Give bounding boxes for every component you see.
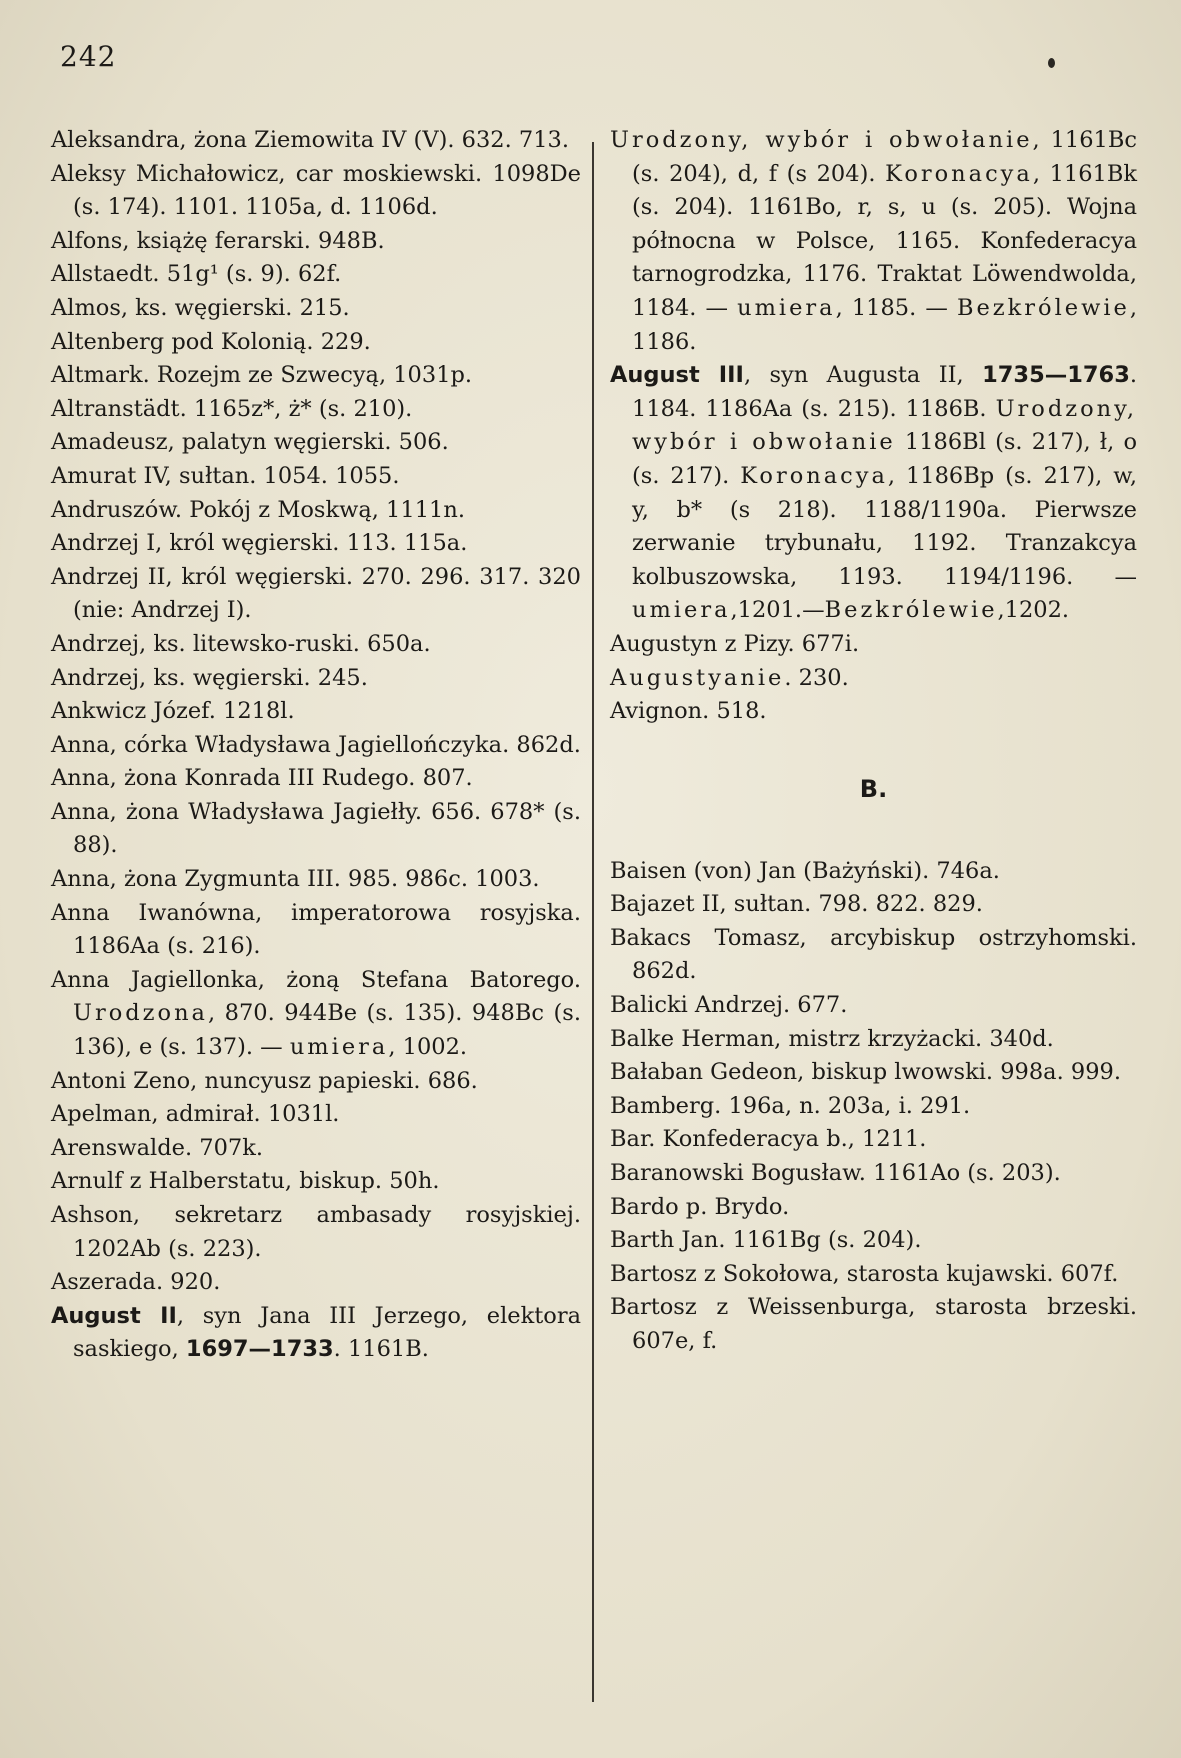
- index-entry: Amadeusz, palatyn węgierski. 506.: [51, 429, 449, 456]
- index-entry: Bajazet II, sułtan. 798. 822. 829.: [610, 891, 983, 918]
- index-entry: Baranowski Bogusław. 1161Ao (s. 203).: [610, 1160, 1061, 1187]
- entry-text: , 1161Bk (s. 204). 1161Bo, r, s, u (s. 205). Wojna północna w Polsce, 1165. Konfederacya tarnogrodzka, 1176. Traktat Löwendwolda, 1184. —: [632, 160, 1138, 321]
- index-entry: [51, 1300, 581, 1367]
- index-entry: Alfons, książę ferarski. 948B.: [51, 227, 385, 254]
- spaced-term: Koronacya: [885, 160, 1033, 187]
- index-entry: Altranstädt. 1165z*, ż* (s. 210).: [51, 395, 413, 422]
- index-entry: Arenswalde. 707k.: [51, 1134, 263, 1161]
- section-heading-b: B.: [859, 774, 888, 803]
- spaced-term: Bezkrólewie: [956, 294, 1130, 321]
- ink-mark: [1048, 58, 1055, 68]
- index-entry: [610, 124, 1137, 359]
- spaced-term: Koronacya: [740, 462, 888, 489]
- index-entry: Bar. Konfederacya b., 1211.: [610, 1126, 927, 1153]
- index-entry: Ashson, sekretarz ambasady rosyjskiej. 1202Ab (s. 223).: [51, 1202, 581, 1262]
- index-entry: Andrzej I, król węgierski. 113. 115a.: [51, 530, 468, 557]
- index-entry: Barth Jan. 1161Bg (s. 204).: [610, 1227, 922, 1254]
- index-entry: Anna, żona Konrada III Rudego. 807.: [51, 765, 473, 792]
- index-entry: Anna, żona Zygmunta III. 985. 986c. 1003.: [51, 866, 540, 893]
- index-entry: Apelman, admirał. 1031l.: [51, 1101, 340, 1128]
- entry-text: , syn Augusta II,: [743, 362, 964, 389]
- index-entry: Bartosz z Weissenburga, starosta brzeski. 607e, f.: [610, 1294, 1137, 1354]
- spaced-term: umiera: [632, 597, 731, 624]
- entry-text: , 1186Bp (s. 217), w, y, b* (s 218). 1188/1190a. Pierwsze zerwanie trybunału, 1192. Tranzakcya kolbuszowska, 1193. 1194/1196. —: [632, 462, 1137, 590]
- index-entry: Aleksy Michałowicz, car moskiewski. 1098De (s. 174). 1101. 1105a, d. 1106d.: [51, 160, 581, 221]
- spaced-term: Augustyanie: [610, 664, 785, 691]
- spaced-term: Urodzony, wybór i obwołanie: [610, 127, 1033, 153]
- entry-text: , 1186.: [632, 294, 1138, 355]
- index-entry: Bartosz z Sokołowa, starosta kujawski. 607f.: [610, 1260, 1119, 1287]
- entry-text: , 870. 944Be (s. 135). 948Bc (s. 136), e (s. 137). —: [73, 1000, 581, 1061]
- entry-text: . 1184. 1186Aa (s. 215). 1186B.: [632, 362, 1138, 422]
- spaced-term: umiera: [289, 1034, 389, 1061]
- index-entry: Balke Herman, mistrz krzyżacki. 340d.: [610, 1025, 1054, 1052]
- index-entry: Antoni Zeno, nuncyusz papieski. 686.: [51, 1067, 478, 1094]
- index-entry: [51, 964, 581, 1065]
- spaced-term: umiera: [737, 294, 836, 321]
- index-entry: Bamberg. 196a, n. 203a, i. 291.: [610, 1092, 971, 1119]
- index-entry: Ankwicz Józef. 1218l.: [51, 698, 295, 725]
- index-entry: Aleksandra, żona Ziemowita IV (V). 632. 713.: [51, 127, 570, 153]
- index-column-right: [610, 124, 1137, 1359]
- spaced-term: Urodzony, wybór i obwołanie: [632, 395, 1137, 456]
- index-entry: Bałaban Gedeon, biskup lwowski. 998a. 999.: [610, 1059, 1121, 1086]
- index-entry: Anna, córka Władysława Jagiellończyka. 862d.: [51, 731, 581, 758]
- entry-text: Anna Jagiellonka, żoną Stefana Batorego.: [51, 966, 581, 993]
- index-entry: Arnulf z Halberstatu, biskup. 50h.: [51, 1168, 440, 1195]
- index-entry: Allstaedt. 51g¹ (s. 9). 62f.: [51, 261, 342, 288]
- index-entry: Aszerada. 920.: [51, 1269, 221, 1296]
- entry-text: . 1161B.: [333, 1336, 429, 1363]
- column-divider: [592, 142, 594, 1702]
- index-entry: Anna Iwanówna, imperatorowa rosyjska. 1186Aa (s. 216).: [51, 899, 581, 960]
- entry-text: 1186Bl (s. 217), ł, o (s. 217).: [632, 429, 1137, 489]
- index-entry: Balicki Andrzej. 677.: [610, 992, 848, 1019]
- entry-text: ,1201.—: [730, 597, 825, 624]
- page-number: 242: [60, 40, 117, 73]
- reign-years: 1697—1733: [185, 1336, 334, 1363]
- index-entry: Andrzej II, król węgierski. 270. 296. 317. 320 (nie: Andrzej I).: [51, 563, 581, 624]
- index-entry: Almos, ks. węgierski. 215.: [51, 294, 350, 321]
- index-entry: Avignon. 518.: [610, 698, 767, 725]
- entry-heading: August II: [51, 1302, 177, 1329]
- index-entry: Bardo p. Brydo.: [610, 1193, 790, 1220]
- index-column-left: [51, 124, 581, 1367]
- reign-years: 1735—1763: [982, 362, 1130, 389]
- index-entry: Augustyn z Pizy. 677i.: [610, 630, 860, 657]
- index-entry: Andrzej, ks. litewsko-ruski. 650a.: [51, 630, 431, 657]
- index-entry: Anna, żona Władysława Jagiełły. 656. 678* (s. 88).: [51, 798, 581, 859]
- spaced-term: Bezkrólewie: [824, 597, 998, 624]
- index-entry: [610, 359, 1137, 628]
- index-entry: Amurat IV, sułtan. 1054. 1055.: [51, 462, 400, 489]
- entry-text: , syn Jana III Jerzego, elektora saskiego,: [73, 1302, 581, 1363]
- entry-heading: August III: [610, 362, 744, 389]
- entry-text: , 1185. —: [835, 294, 948, 321]
- index-entry: Baisen (von) Jan (Bażyński). 746a.: [610, 857, 1000, 884]
- index-entry: Bakacs Tomasz, arcybiskup ostrzyhomski. 862d.: [610, 924, 1137, 985]
- index-entry: Andrzej, ks. węgierski. 245.: [51, 664, 368, 691]
- index-entry: Altmark. Rozejm ze Szwecyą, 1031p.: [51, 362, 473, 389]
- index-entry: [610, 662, 1137, 696]
- entry-text: , 1002.: [388, 1034, 468, 1061]
- index-entry: Andruszów. Pokój z Moskwą, 1111n.: [51, 496, 465, 523]
- entry-text: ,1202.: [997, 597, 1070, 624]
- entry-text: , 1161Bc (s. 204), d, f (s 204).: [632, 127, 1137, 187]
- spaced-term: Urodzona: [73, 1000, 208, 1027]
- entry-text: . 230.: [784, 664, 849, 691]
- index-entry: Altenberg pod Kolonią. 229.: [51, 328, 371, 355]
